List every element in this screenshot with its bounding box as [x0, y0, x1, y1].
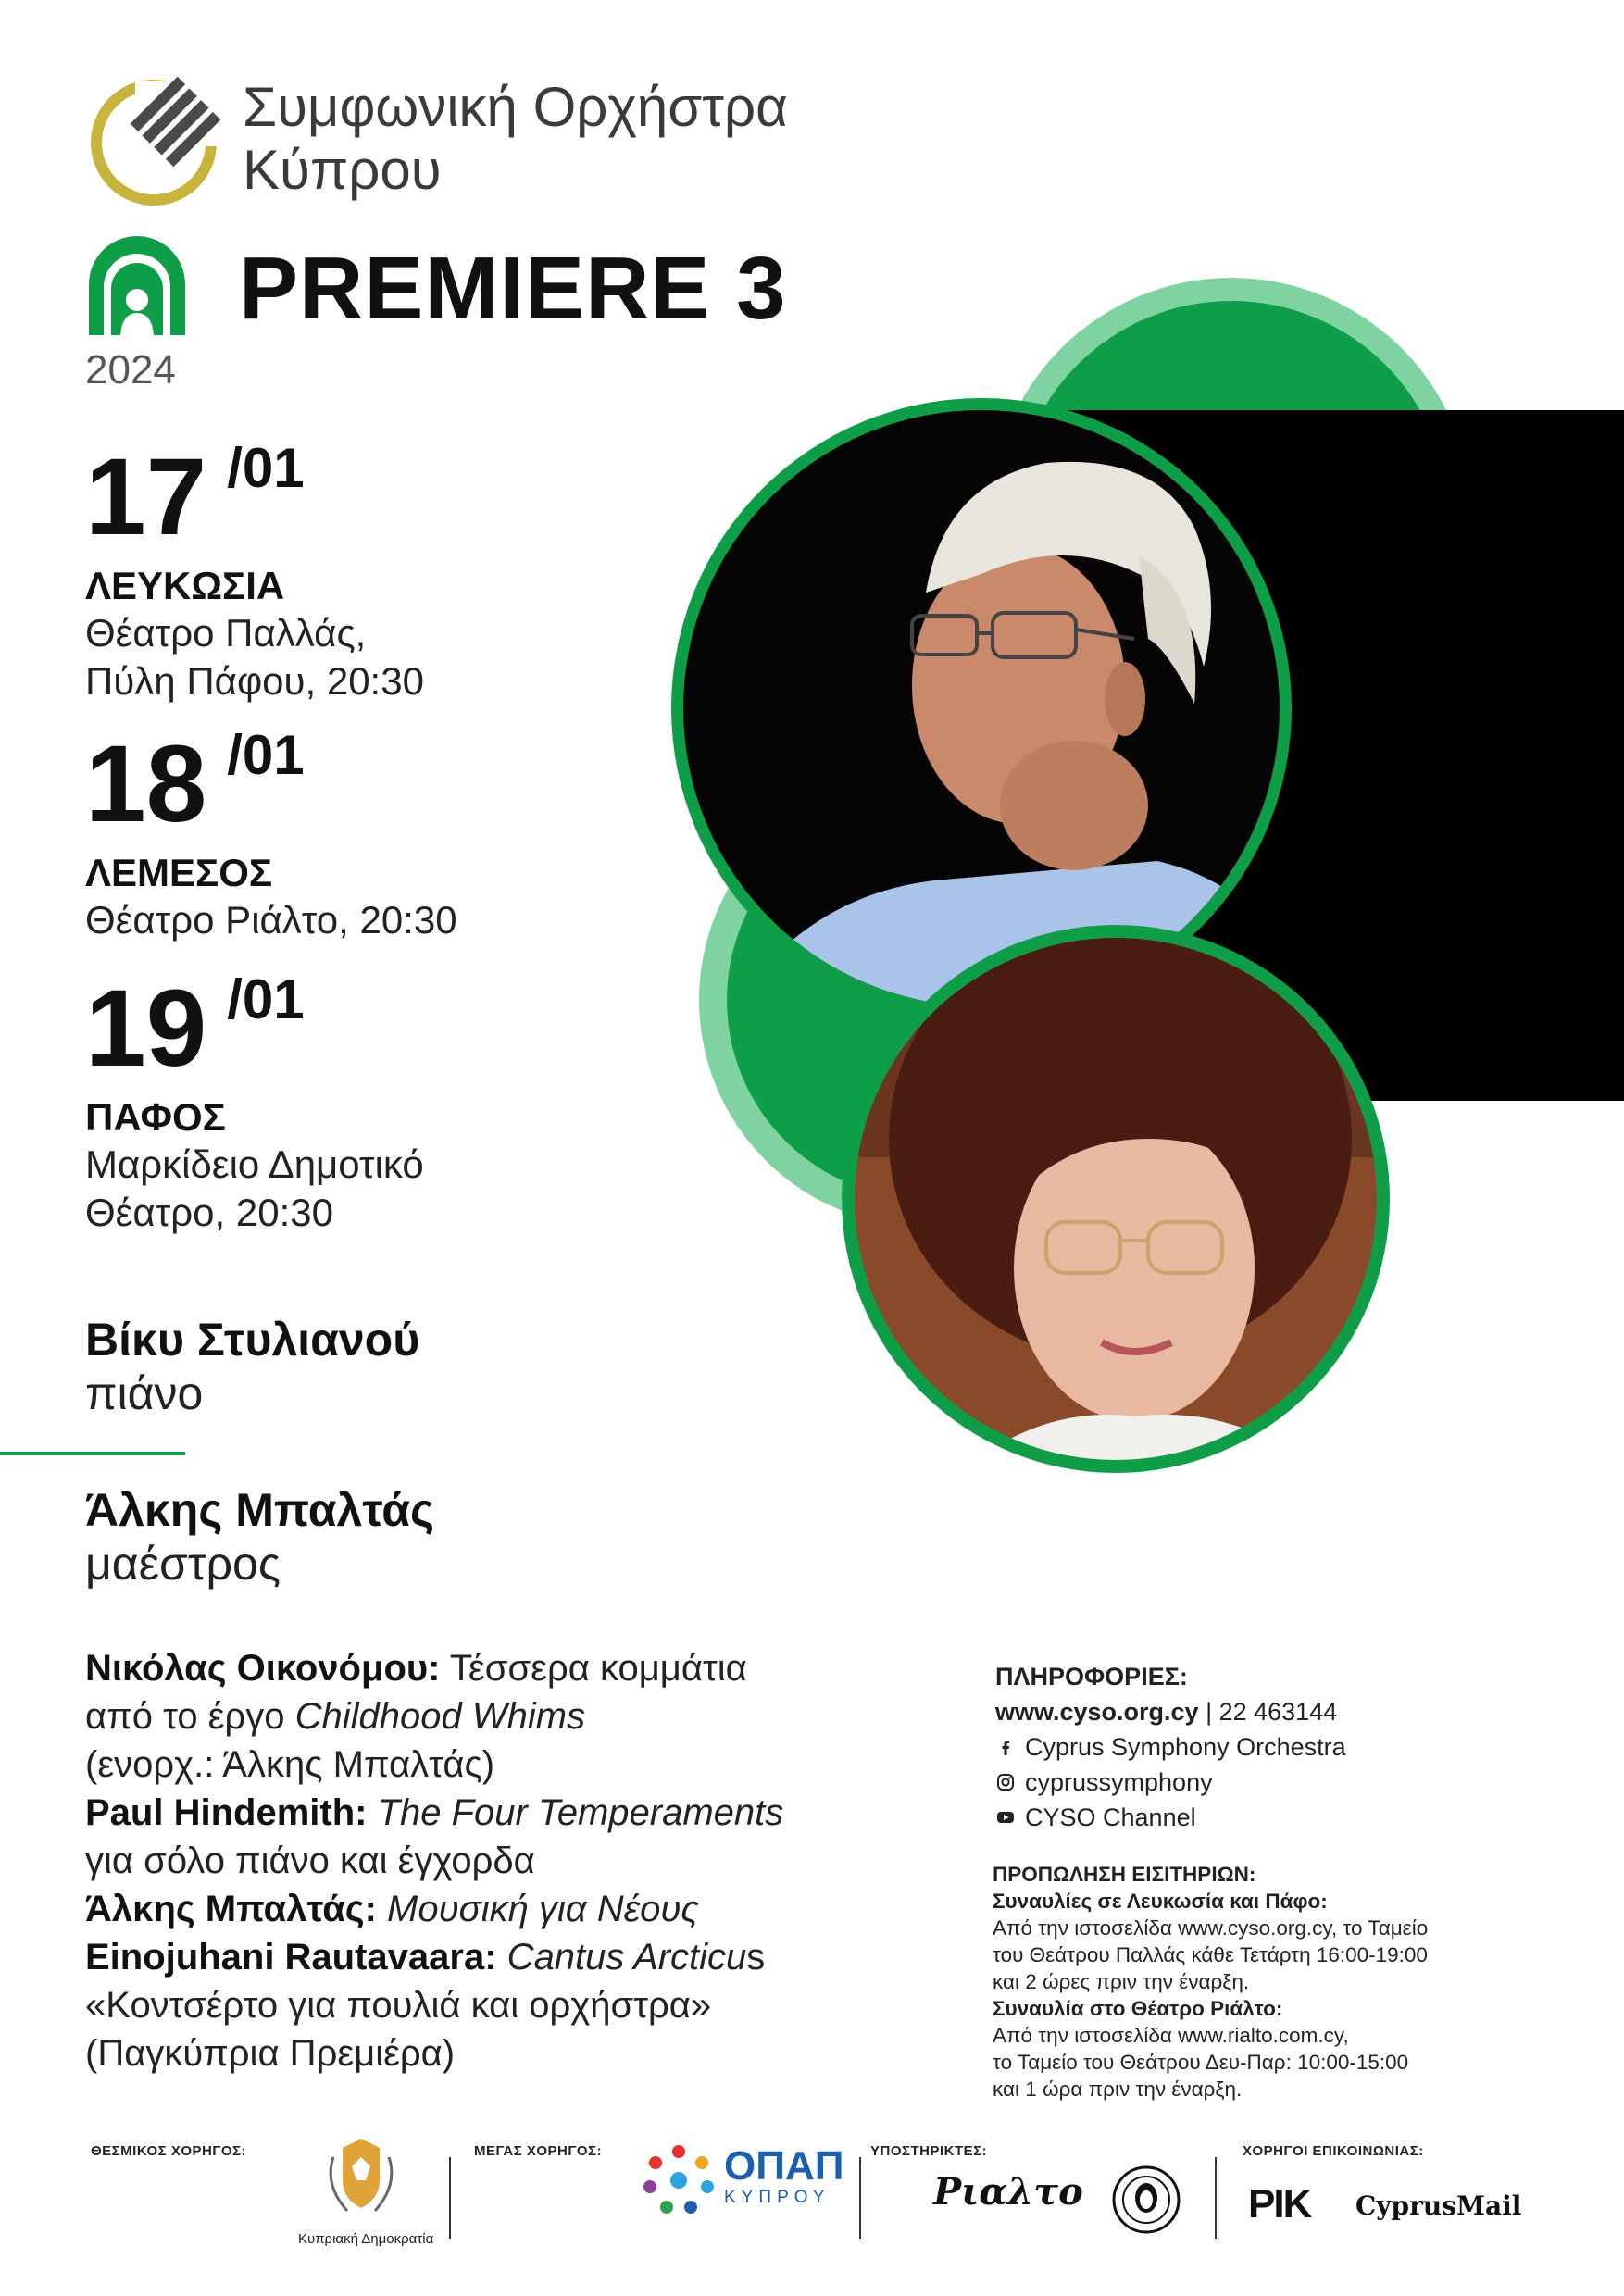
- date-venue-line2: Πύλη Πάφου, 20:30: [85, 659, 424, 703]
- tickets-sub2: Συναυλία στο Θέατρο Ριάλτο:: [993, 1997, 1283, 2020]
- date-city: ΛΕΥΚΩΣΙΑ: [85, 564, 285, 607]
- date-venue-line1: Θέατρο Ριάλτο, 20:30: [85, 898, 457, 942]
- work-title-italic: Cantus Arcticu: [496, 1937, 747, 1978]
- instagram-label: cyprussymphony: [1025, 1768, 1213, 1796]
- artist-role: πιάνο: [85, 1367, 204, 1419]
- composer-name: Άλκης Μπαλτάς:: [85, 1889, 377, 1929]
- sponsor-label-major: ΜΕΓΑΣ ΧΟΡΗΓΟΣ:: [474, 2143, 603, 2159]
- cyprus-emblem-icon: [319, 2129, 403, 2222]
- rialto-logo: Ριαλτο: [933, 2170, 1083, 2214]
- facebook-label: Cyprus Symphony Orchestra: [1025, 1733, 1346, 1761]
- tickets-text: και 2 ώρες πριν την έναρξη.: [993, 1970, 1250, 1993]
- website-link[interactable]: www.cyso.org.cy: [995, 1698, 1199, 1726]
- orchestra-name-line2: Κύπρου: [243, 139, 442, 201]
- date-day: 17: [85, 436, 207, 558]
- work-title: Τέσσερα κομμάτια: [440, 1648, 747, 1689]
- orchestra-logo-icon: [81, 63, 230, 211]
- info-block: [995, 1659, 1346, 1835]
- ticket-presale: [993, 1861, 1428, 2103]
- sponsor-divider: [449, 2157, 451, 2239]
- instagram-icon: [995, 1772, 1016, 1792]
- rik-logo: ΡΙΚ: [1248, 2181, 1311, 2227]
- program-item-2: [85, 1789, 974, 1837]
- opap-logo-top: ΟΠΑΠ: [724, 2143, 844, 2189]
- composer-name: Νικόλας Οικονόμου:: [85, 1648, 441, 1689]
- work-title-italic: The Four Temperaments: [367, 1792, 784, 1833]
- orchestra-name: [243, 76, 788, 202]
- season-year: 2024: [85, 347, 176, 393]
- sponsor-label-media: ΧΟΡΗΓΟΙ ΕΠΙΚΟΙΝΩΝΙΑΣ:: [1243, 2143, 1424, 2159]
- work-title-tail: s: [746, 1937, 766, 1978]
- facebook-icon: [995, 1737, 1016, 1757]
- date-month: /01: [227, 437, 305, 499]
- date-month: /01: [227, 968, 305, 1030]
- tickets-text: και 1 ώρα πριν την έναρξη.: [993, 2078, 1243, 2101]
- tickets-text: το Ταμείο του Θεάτρου Δευ-Παρ: 10:00-15:00: [993, 2051, 1409, 2074]
- arch-icon: [85, 233, 189, 337]
- sponsor-label-institutional: ΘΕΣΜΙΚΟΣ ΧΟΡΗΓΟΣ:: [91, 2143, 247, 2159]
- work-title-italic: Μουσική για Νέους: [376, 1889, 699, 1929]
- youtube-row[interactable]: [995, 1800, 1346, 1835]
- program-item-3: [85, 1885, 974, 1933]
- series-title: PREMIERE 3: [239, 239, 787, 338]
- date-venue-line1: Μαρκίδειο Δημοτικό: [85, 1142, 424, 1186]
- date-day: 18: [85, 723, 207, 845]
- sponsor-divider: [1215, 2157, 1217, 2239]
- work-note: (Παγκύπρια Πρεμιέρα): [85, 2033, 456, 2074]
- work-title-italic: Childhood Whims: [294, 1696, 586, 1737]
- work-note: για σόλο πιάνο και έγχορδα: [85, 1841, 535, 1881]
- orchestra-name-line1: Συμφωνική Ορχήστρα: [243, 76, 788, 138]
- work-title: από το έργο: [85, 1696, 295, 1737]
- municipal-seal-icon: [1111, 2165, 1181, 2235]
- date-block-2: [85, 723, 457, 944]
- sponsor-divider: [859, 2157, 861, 2239]
- tickets-text: Από την ιστοσελίδα www.cyso.org.cy, το Ταμείο: [993, 1916, 1429, 1940]
- date-city: ΛΕΜΕΣΟΣ: [85, 851, 273, 894]
- date-block-1: [85, 436, 424, 705]
- date-day: 19: [85, 967, 207, 1090]
- sponsor-institutional-name: Κυπριακή Δημοκρατία: [298, 2231, 434, 2247]
- cyprusmail-logo: CyprusMail: [1355, 2190, 1522, 2221]
- program-list: [85, 1644, 974, 2078]
- program-item-1: [85, 1644, 974, 1692]
- composer-name: Einojuhani Rautavaara:: [85, 1937, 497, 1978]
- date-venue-line1: Θέατρο Παλλάς,: [85, 611, 367, 655]
- youtube-icon: [995, 1807, 1016, 1828]
- section-divider: [0, 1452, 185, 1455]
- composer-name: Paul Hindemith:: [85, 1792, 368, 1833]
- opap-wordmark: [724, 2143, 844, 2209]
- tickets-text: του Θεάτρου Παλλάς κάθε Τετάρτη 16:00-19:00: [993, 1943, 1428, 1966]
- artist-conductor: [85, 1483, 434, 1591]
- program-item-1-cont: [85, 1692, 974, 1741]
- date-month: /01: [227, 724, 305, 786]
- work-subtitle: «Κοντσέρτο για πουλιά και ορχήστρα»: [85, 1985, 712, 2026]
- instagram-row[interactable]: [995, 1765, 1346, 1800]
- date-city: ΠΑΦΟΣ: [85, 1095, 226, 1139]
- program-item-4: [85, 1933, 974, 1981]
- opap-logo-bottom: ΚΥΠΡΟΥ: [724, 2188, 831, 2207]
- artist-name: Άλκης Μπαλτάς: [85, 1484, 434, 1536]
- date-venue-line2: Θέατρο, 20:30: [85, 1191, 333, 1234]
- tickets-text: Από την ιστοσελίδα www.rialto.com.cy,: [993, 2024, 1349, 2047]
- youtube-label: CYSO Channel: [1025, 1803, 1196, 1831]
- tickets-heading: ΠΡΟΠΩΛΗΣΗ ΕΙΣΙΤΗΡΙΩΝ:: [993, 1863, 1256, 1886]
- info-heading: ΠΛΗΡΟΦΟΡΙΕΣ:: [995, 1663, 1188, 1691]
- date-block-3: [85, 967, 424, 1237]
- tickets-sub1: Συναυλίες σε Λευκωσία και Πάφο:: [993, 1890, 1328, 1913]
- info-contact-row: [995, 1694, 1346, 1729]
- phone-number: | 22 463144: [1198, 1698, 1338, 1726]
- work-note: (ενορχ.: Άλκης Μπαλτάς): [85, 1744, 495, 1785]
- sponsor-label-supporters: ΥΠΟΣΤΗΡΙΚΤΕΣ:: [870, 2143, 988, 2159]
- opap-logo-icon: [637, 2139, 720, 2222]
- artist-role: μαέστρος: [85, 1538, 281, 1590]
- artist-name: Βίκυ Στυλιανού: [85, 1314, 420, 1366]
- facebook-row[interactable]: [995, 1729, 1346, 1765]
- artist-pianist: [85, 1313, 419, 1420]
